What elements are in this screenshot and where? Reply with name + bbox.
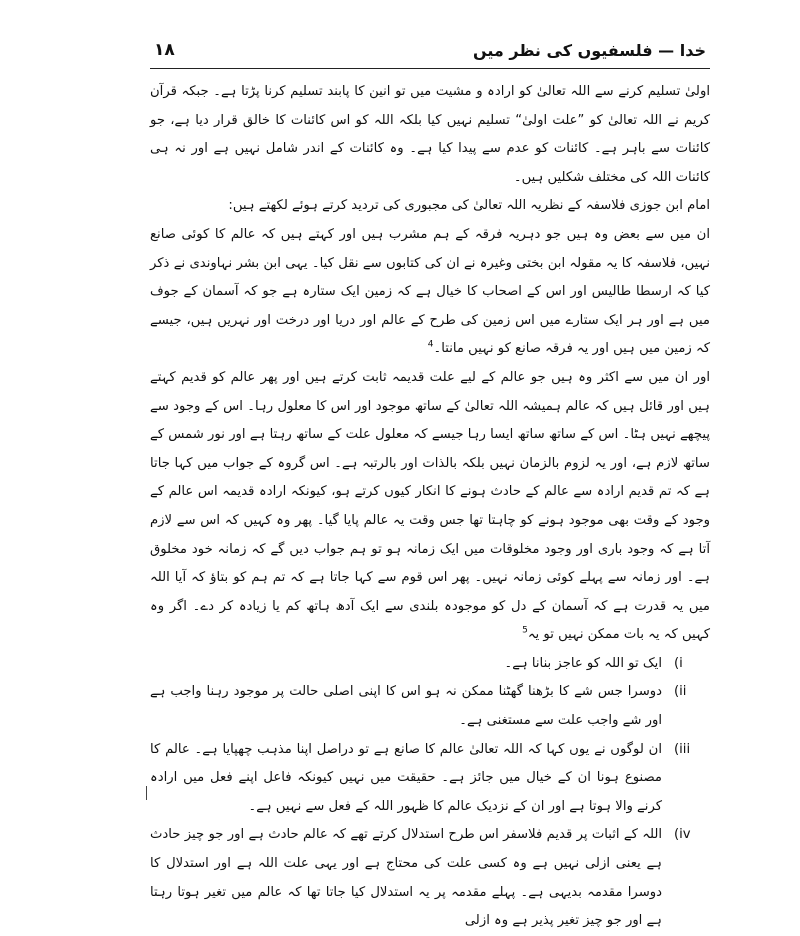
footnote-marker: 5 (522, 625, 528, 636)
list-number: (iv (674, 827, 691, 843)
paragraph-text: اور ان میں سے اکثر وہ ہیں جو عالم کے لیے علت قدیمہ ثابت کرتے ہیں اور پھر عالم کو قدیم کہتے ہیں اور قائل ہیں کہ عالم ہمیشہ اللہ تعالیٰ کے ساتھ موجود اور اس کا معلول رہا۔ اس کے وجود سے پیچھے نہیں ہٹا۔ اس کے ساتھ ساتھ ایسا رہا جیسے کہ معلول علت کے ساتھ رہتا ہے اور نور شمس کے ساتھ لازم ہے، اور یہ لزوم بالزمان نہیں بلکہ بالذات اور بالرتبہ ہے۔ اس گروہ کے جواب میں کہا جاتا ہے کہ تم قدیم ارادہ سے عالم کے حادث ہونے کا انکار کیوں کرتے ہو، کیونکہ ارادہ قدیمہ اس عالم کے وجود کے وقت بھی موجود ہونے کو چاہتا تھا جس وقت یہ عالم پایا گیا۔ پھر وہ کہیں کہ اس سے لازم آتا ہے کہ وجود باری اور وجود مخلوقات میں ایک زمانہ ہو تو ہم جواب دیں گے کہ زمانہ خود مخلوق ہے۔ اور زمانہ سے پہلے کوئی زمانہ نہیں۔ پھر اس قوم سے کہا جاتا ہے کہ تم ہم کو بتاؤ کہ آیا اللہ میں یہ قدرت ہے کہ آسمان کے دل کو موجودہ بلندی سے ایک آدھ ہاتھ کم یا زیادہ کر دے۔ اگر وہ کہیں کہ یہ بات ممکن نہیں تو یہ (150, 369, 710, 643)
list-text: ان لوگوں نے یوں کہا کہ اللہ تعالیٰ عالم کا صانع ہے تو دراصل اپنا مذہب چھپایا ہے۔ عالم کا مصنوع ہونا ان کے خیال میں جائز ہے۔ حقیقت میں نہیں کیونکہ فاعل اپنے فعل میں ارادہ کرنے والا ہوتا ہے اور ان کے نزدیک عالم کا ظہور اللہ کے فعل سے نہیں ہے۔ (150, 741, 662, 814)
list-text: اللہ کے اثبات پر قدیم فلاسفر اس طرح استدلال کرتے تھے کہ عالم حادث ہے اور جو چیز حادث ہے یعنی ازلی نہیں ہے وہ کسی علت کی محتاج ہے اور یہی علت اللہ ہے اور استدلال کا دوسرا مقدمہ بدیہی ہے۔ پہلے مقدمہ پر یہ استدلال کیا جاتا تھا کہ عالم میں تغیر ہوتا رہتا ہے اور جو چیز تغیر پذیر ہے وہ ازلی (150, 827, 662, 929)
quoted-paragraph (150, 221, 710, 364)
list-number: (i (674, 655, 683, 671)
list-item (150, 821, 710, 935)
paragraph-text: ان میں سے بعض وہ ہیں جو دہریہ فرقہ کے ہم مشرب ہیں اور کہتے ہیں کہ عالم کا کوئی صانع نہیں، فلاسفہ کا یہ مقولہ ابن بختی وغیرہ نے ان کی کتابوں سے نقل کیا۔ یہی ابن بشر نہاوندی نے ذکر کیا کہ ارسطا طالیس اور اس کے اصحاب کا خیال ہے کہ زمین ایک ستارہ ہے جو کہ آسمان کے جوف میں ہے اور ہر ایک ستارے میں اس زمین کی طرح کے عالم اور دریا اور درخت اور نہریں ہیں، جیسے کہ زمین میں ہیں اور یہ فرقہ صانع کو نہیں مانتا۔ (150, 226, 710, 357)
list-item (150, 678, 710, 735)
body-text (150, 78, 710, 936)
running-title: خدا — فلسفیوں کی نظر میں (472, 41, 706, 60)
page-header (150, 40, 710, 66)
quoted-paragraph (150, 364, 710, 650)
page-number: ۱۸ (154, 40, 175, 60)
book-page (150, 40, 710, 929)
list-text: دوسرا جس شے کا بڑھنا گھٹنا ممکن نہ ہو اس کا اپنی اصلی حالت پر موجود رہنا واجب ہے اور شے واجب علت سے مستغنی ہے۔ (150, 684, 662, 729)
paragraph-text: امام ابن جوزی فلاسفہ کے نظریہ اللہ تعالیٰ کی مجبوری کی تردید کرتے ہوئے لکھتے ہیں: (228, 198, 710, 214)
list-number: (iii (674, 741, 691, 757)
header-rule (150, 68, 710, 69)
footnote-marker: 4 (427, 339, 434, 350)
gutter-mark (146, 786, 147, 800)
paragraph (150, 192, 710, 221)
list-item (150, 650, 710, 679)
list-text: ایک تو اللہ کو عاجز بنانا ہے۔ (504, 655, 662, 671)
list-item (150, 736, 710, 822)
paragraph-text: اولیٰ تسلیم کرنے سے اللہ تعالیٰ کو ارادہ و مشیت میں تو انین کا پابند تسلیم کرنا پڑتا ہے۔ جبکہ قرآن کریم نے اللہ تعالیٰ کو ”علت اولیٰ“ تسلیم نہیں کیا بلکہ اللہ کو اس کائنات کا خالق قرار دیا ہے، جو کائنات سے باہر ہے۔ کائنات کو عدم سے پیدا کیا ہے۔ وہ کائنات کے اندر شامل نہیں ہے اور نہ ہی کائنات اللہ کی مختلف شکلیں ہیں۔ (150, 84, 710, 185)
paragraph (150, 78, 710, 192)
list-number: (ii (674, 684, 687, 700)
